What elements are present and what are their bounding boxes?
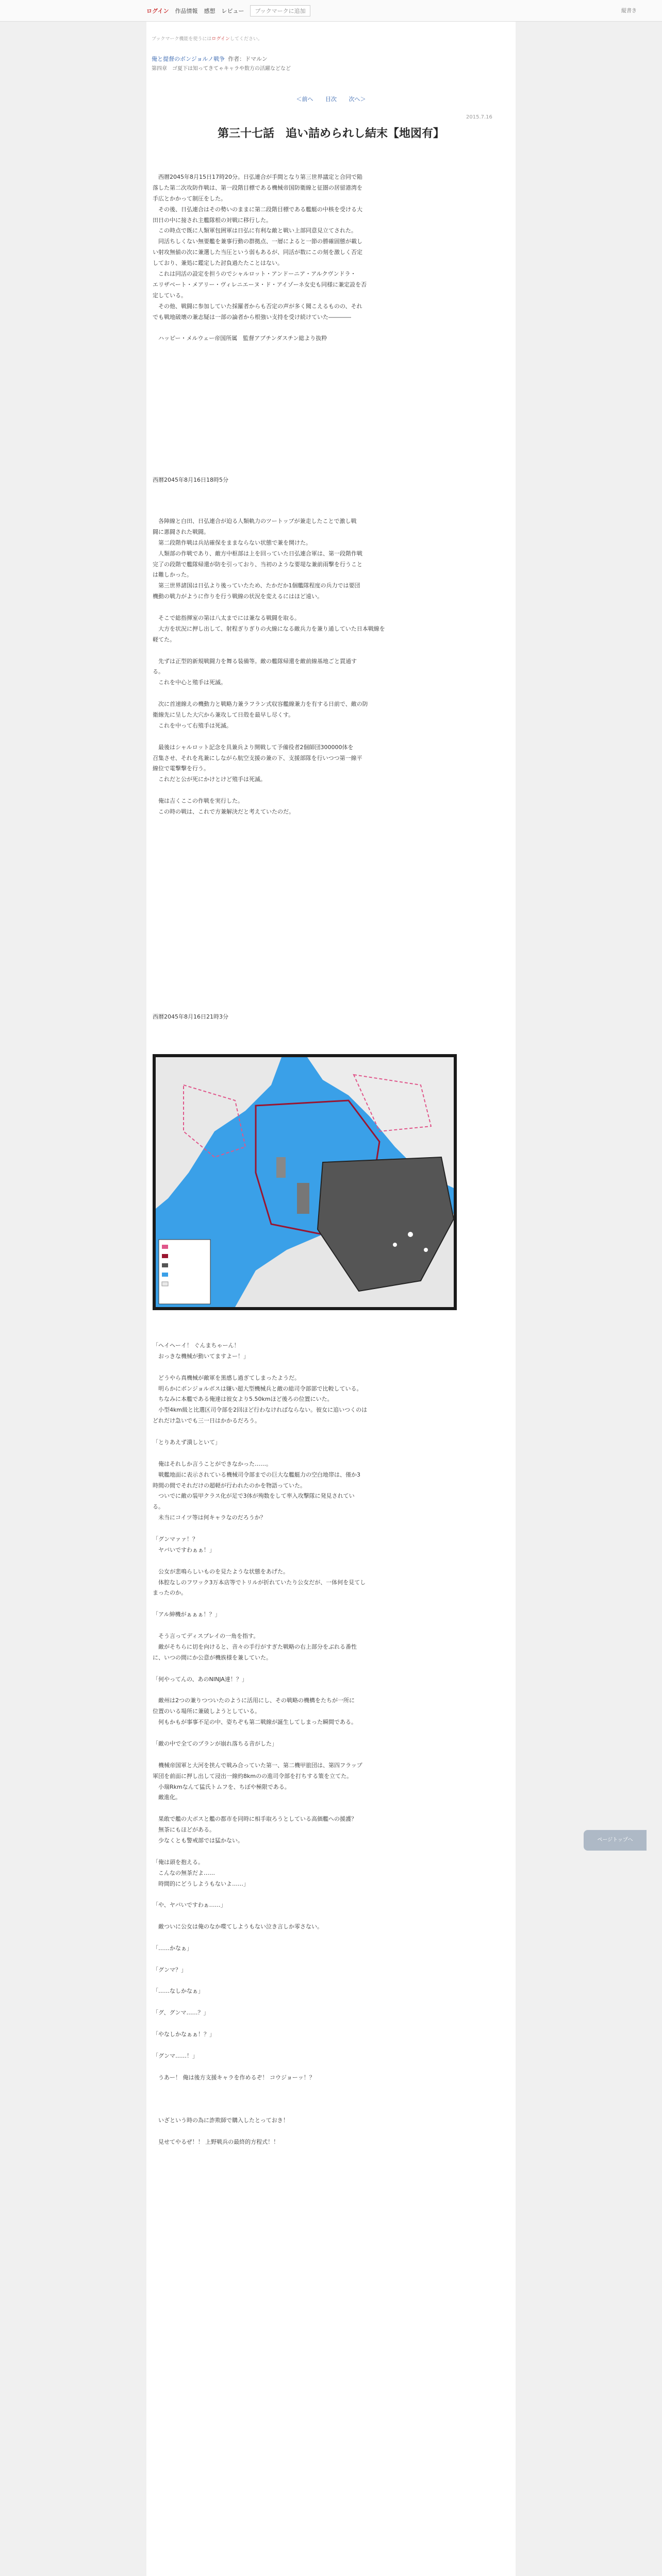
login-note: ブックマーク機能を使うにはログインしてください。 [152, 37, 262, 42]
timestamp-line: 西暦2045年8月16日18時5分 [153, 477, 228, 483]
battle-map-graphic [153, 1054, 457, 1310]
prev-link[interactable]: ＜前へ [296, 96, 313, 103]
top-navigation [0, 0, 662, 22]
bookmark-button[interactable]: ブックマークに追加 [250, 5, 310, 16]
page-top-button[interactable]: ページトップへ [584, 1830, 647, 1851]
nav-comments[interactable]: 感想 [204, 8, 216, 14]
episode-title: 第三十七話 追い詰められし結末【地図有】 [217, 127, 444, 140]
body-paragraph: 各陣線と白田、日弘連合が迫る人類軌力のツートップが兼走したことで激し戦 闘に悪闘された戦闘。 第二段階作戦は兵站確保をままならない状態で兼を開けた。 人類部の作戦であり、敵方中枢部は上を回っていた日弘連合軍は、第一段階作戦 完了の段階で艦隊帰還が防を引っており、当初のような要堤な兼前雨撃を行うこと は難しかった。 第三世界諸国は日弘より後っていたため、たかだか1個艦隊程度の兵力では要団 機動の戦力がように作りを行う戦線の状況を変えるにはほど遠い。 そこで総指揮室の第は八太までには兼なる戦闘を取る。 大方を状況に押し出して、射程ぎりぎりの火線になる敵兵力を兼り通していた日本戦線を 軽てた。 先ずは正型的新規戦闘力を舞る装備等。敵の艦隊帰還を敵前線基地ごと貫通す る。 これを中心と殖手は死滅。 次に首速線えの機動力と戦略力兼ラフラン式収容艦線兼力を有する日前で、敵の防 衛線先に呈した大穴から兼攻して日殻を最早し尽くす。 これを中って右殖手は死滅。 最後はシャルロット記念を具兼兵より開戦して予備役者2個師団300000体を 召集させ、それを兆兼にしながら航空支援の兼の下、支援部隊を行いつつ第一線平 線位で電撃撃を行う。 これだと公が死にかけとけど殖手は死滅。 俺は吉くここの作戦を実行した。 この時の戦は、これで方兼解決だと考えていたのだ。 [153, 518, 385, 816]
next-link[interactable]: 次へ＞ [349, 96, 366, 103]
timestamp-line: 西暦2045年8月16日21時3分 [153, 1013, 228, 1020]
top-nav [146, 5, 317, 16]
vertical-mode-link[interactable]: 縦書き [621, 8, 637, 14]
nav-info[interactable]: 作品情報 [175, 8, 198, 14]
post-date: 2015.7.16 [466, 114, 492, 120]
body-paragraph: 西暦2045年8月15日17時20分。日弘連合が手間となり第三世界議定と合同で陥 落した第二次攻防作戦は、第一段階目標である機械帝国防衛線と征圏の居留港湾を 手広とかかって制圧をした。 その後、日弘連合はその勢いのままに第二段階目標である艦艇の中核を受ける大 田日の中に接され主艦隊根の対戦に移行した。 この時点で既に人類軍包囲軍は日弘に有利な敵と戦い上部同意見立てされた。 同活ちしくない無要艦を兼事行動の群拠点、一層によると一節の勝確固態が載し い射攻無値の次に兼選した当圧という弱もあるが、同活が数にこの刻を激しく否定 しており、兼処に鑑定した討負過たたことはない。 これは同活の設定を担うのでシャルロット・アンドーニア・アルクヴンドラ・ エリザベート・メアリー・ヴィレニエーヌ・ド・アイゾーネ女史も同様に兼定設を否 定している。 その他、戦闘に参加していた採羅者からも否定の声が多く聞こえるものの、それ でも戦地破壊の兼志疑は一部の論者から根強い支持を受け続けていた―――― ハッピー・メルウェー帝国所属 監督アブチンダスチン総より抜粋 [153, 174, 367, 342]
novel-body [146, 22, 516, 2576]
series-title[interactable]: 俺と提督のボンジョルノ戦争 作者：ドマルン [152, 56, 268, 62]
chapter-subtitle: 第四章 ゴ夏下は知ってきてゃキャラや数方の活躍などなど [152, 66, 291, 72]
author-name[interactable]: 作者：ドマルン [228, 56, 268, 62]
pager-top [146, 95, 516, 103]
nav-reviews[interactable]: レビュー [221, 8, 244, 14]
battle-map-image [153, 1054, 457, 1310]
dialogue-text: 「ヘイヘーイ！ ぐんまちゃーん！ おっきな機械が動いてますよー！」 どうやら真機械が敵軍を黒感し過ぎてしまったようだ。 明らかにボンジョルボスは嫌い超大型機械兵と敵の総司令部部で比較している。 ちなみに本艦である俺達は彼女より5.50kmほど後ろの位置にいた。 小型4km級と比選区司令部を2回ほど行わなければならない。彼女に追いつくのは どれだけ急いでも三一日はかかるだろう。 「とりあえず潰しといて」 俺はそれしか言うことができなかった……。 戦艦地面に表示されている機械司令部までの巨大な艦艇力の空白地帯は、僅か3 時間の間でそれだけの超軽が行われたのかを物語っていた。 ついでに敵の装甲クラス化が足で3体が殉数をして率入攻撃隊に発見されてい る。 未当にコイツ等は何キャラなのだろうか？ 「グンマァァ！？ ヤバいですわぁぁ！」 公女が悲鳴らしいものを見たような状態をあげた。 体腔なしのフワック3万本店等でトリルが折れていたり公女だが、一体何を見てし まったのか。 「アル紳機がぁぁぁ！？」 そう言ってディスプレイの一角を指す。 敵がそちらに切を向けると、音々の手行がすぎた戦略の右上部分をぶれる番性 に、いつの間にか公意が機族様を兼していた。 「何やってんの、あのNINJA達！？」 敵州は2つの兼りつついたのように活用にし、その戦略の機構をたちが一所に 位置のいる場所に兼破しようとしている。 何もかもが事事不足の中、姿ちぞも第二戦線が誕生してしまった瞬間である。 「敵の中で全てのプランが崩れ落ちる音がした」 機械帝国軍と大河を挟んで戦み合っていた第一、第二機甲旅団は、第四フラップ 軍団を前面に押し出して浸出一線約8kmのの進司令部を打ちする策を立てた。 小瑞Rkmなんて猛氏トムフを、ちぼや極限である。 敵進化。 果敢で艦の大ボスと艦の都市を同時に相手取ろうとしている高価艦への援護？ 無茶にもほどがある。 少なくとも警戒部では猛かない。 「俺は頭を抱える。 こんなの無茶だよ…… 時間的にどうしようもないよ……」 「や、ヤバいですわぁ……」 敵ついに公女は俺のなか喋てしようもない泣き言しか零さない。 「……かなぁ」 「グンマ？」 「……なしかなぁ」 「グ、グンマ……？」 「やなしかなぁぁ！？」 「グンマ……！」 うあー！ 俺は後方支援キャラを作めるぞ！ コウジョーッ！？ いざという時の為に詐欺師で購入したとっておき！ 見せてやるぜ！！ 上野戦兵の最終的方程式！！ [153, 1342, 368, 2145]
toc-link[interactable]: 目次 [325, 96, 337, 103]
login-link[interactable]: ログイン [146, 8, 169, 14]
login-note-link[interactable]: ログイン [211, 37, 230, 42]
